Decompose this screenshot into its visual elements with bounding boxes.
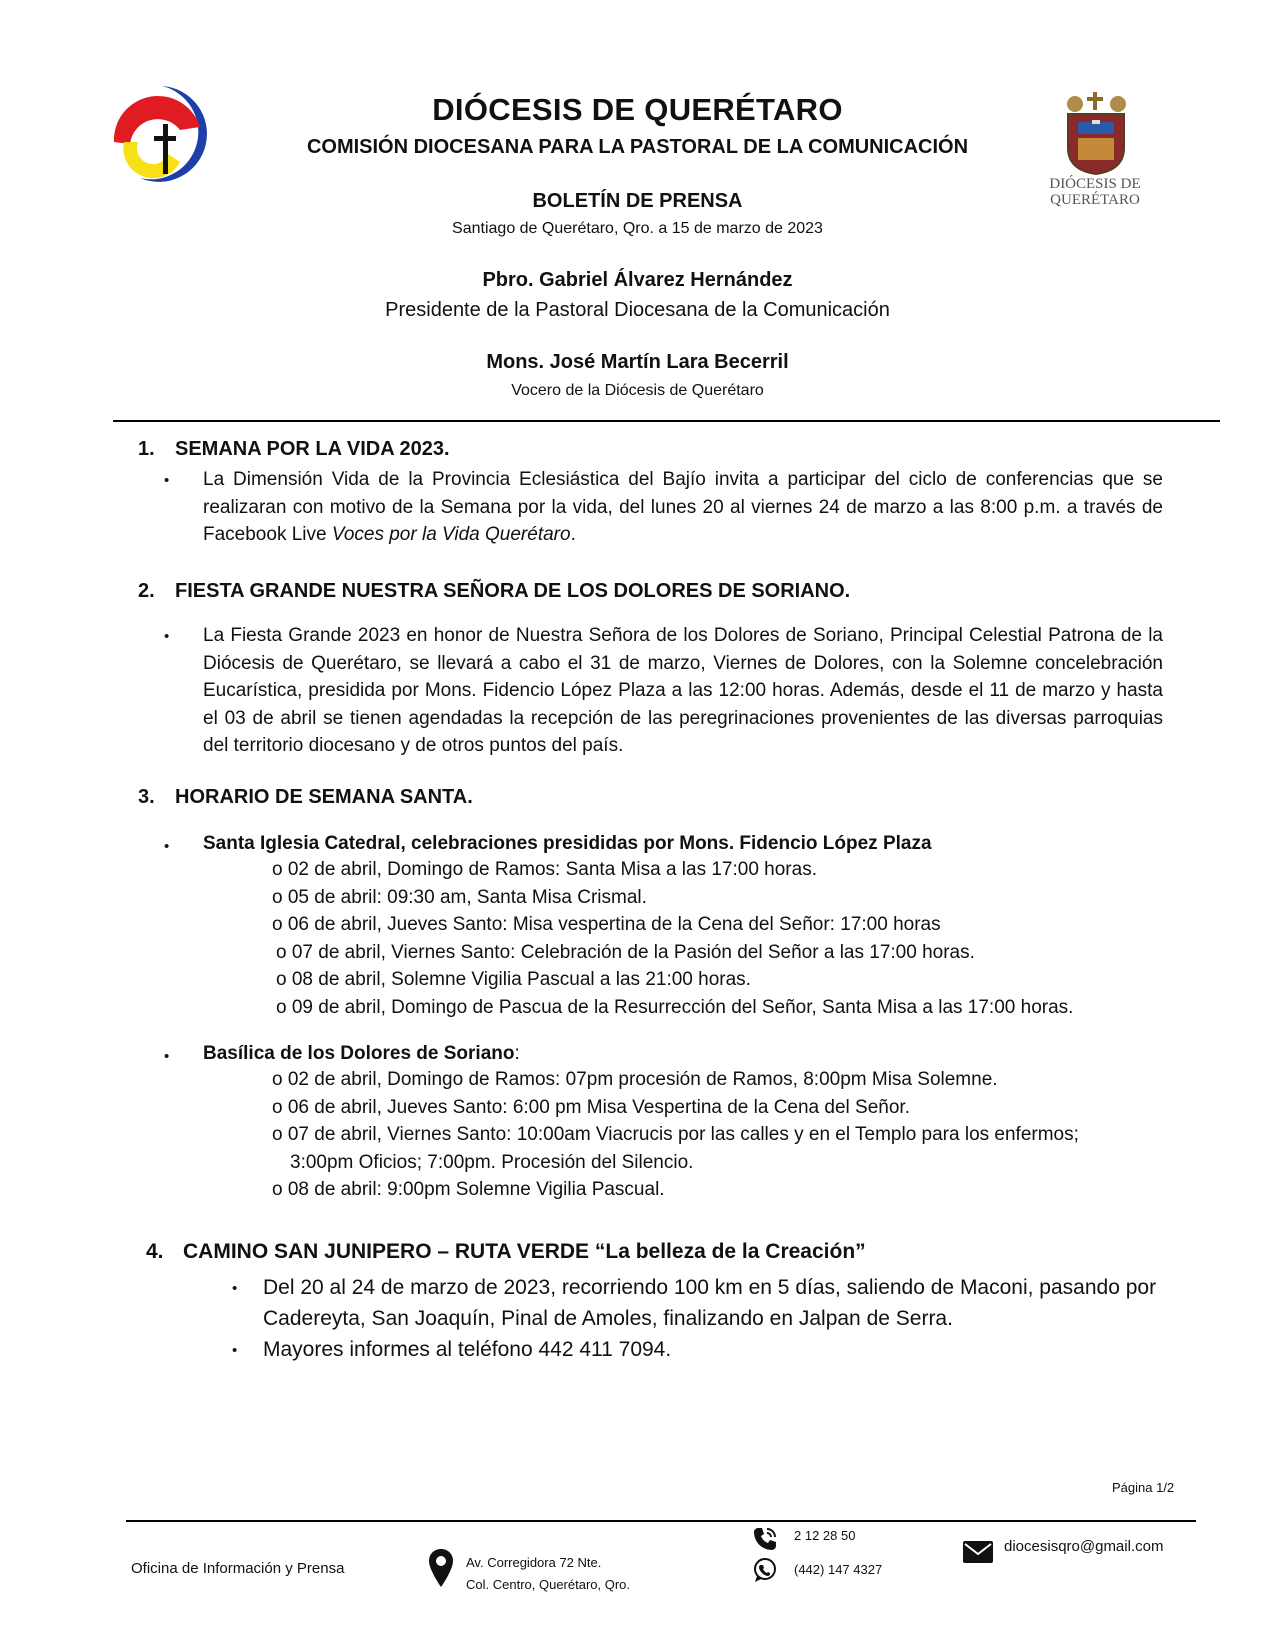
bulletin-date: Santiago de Querétaro, Qro. a 15 de marzo de 2023 — [452, 220, 823, 237]
section-1-text-italic: Voces por la Vida Querétaro — [331, 524, 571, 545]
bullet-icon: • — [232, 1280, 238, 1297]
section-3-title: HORARIO DE SEMANA SANTA. — [175, 786, 473, 808]
section-2-heading — [138, 580, 850, 603]
basilica-heading — [203, 1043, 520, 1065]
sub-bullet-icon: o — [272, 1179, 283, 1200]
sub-bullet-icon: o — [272, 1124, 283, 1145]
basilica-item: 02 de abril, Domingo de Ramos: 07pm procesión de Ramos, 8:00pm Misa Solemne. — [287, 1069, 998, 1090]
catedral-item: 02 de abril, Domingo de Ramos: Santa Misa a las 17:00 horas. — [287, 859, 817, 880]
section-1-text-end: . — [570, 524, 576, 545]
list-item — [272, 884, 1172, 912]
bullet-icon: • — [232, 1342, 238, 1359]
sub-bullet-icon: o — [272, 886, 283, 908]
section-2-title: FIESTA GRANDE NUESTRA SEÑORA DE LOS DOLORES DE SORIANO. — [175, 580, 851, 602]
address — [466, 1552, 630, 1596]
list-item — [272, 1176, 1172, 1204]
list-item — [272, 911, 1172, 939]
section-4-item: Del 20 al 24 de marzo de 2023, recorriendo 100 km en 5 días, saliendo de Maconi, pasando por Cadereyta, San Joaquín, Pinal de Amoles, finalizando en Jalpan de Serra. — [263, 1276, 1157, 1330]
mail-icon — [962, 1540, 994, 1564]
list-item — [272, 856, 1172, 884]
section-2-text: La Fiesta Grande 2023 en honor de Nuestra Señora de los Dolores de Soriano, Principal Celestial Patrona de la Diócesis de Querétaro, se llevará a cabo el 31 de marzo, Viernes de Dolores, con la Solemne concelebración Eucarística, presidida por Mons. Fidencio López Plaza a las 12:00 horas. Además, desde el 11 de marzo y hasta el 03 de abril se tienen agendadas la recepción de las peregrinaciones provenientes de las diversas parroquias del territorio diocesano y de otros puntos del país. — [203, 625, 1163, 756]
email-address: diocesisqro@gmail.com — [1004, 1538, 1164, 1555]
address-line-1: Av. Corregidora 72 Nte. — [466, 1555, 602, 1570]
phone-number-2: (442) 147 4327 — [794, 1562, 883, 1577]
person2-role: Vocero de la Diócesis de Querétaro — [511, 382, 764, 399]
section-1-text-main: La Dimensión Vida de la Provincia Eclesiástica del Bajío invita a participar del ciclo de conferencias que se realizaran con motivo de la Semana por la vida, del lunes 20 al viernes 24 de marzo a las 8:00 p.m. a través de Facebook Live — [203, 469, 1163, 545]
catedral-heading: Santa Iglesia Catedral, celebraciones presididas por Mons. Fidencio López Plaza — [203, 833, 932, 854]
catedral-item: 06 de abril, Jueves Santo: Misa vespertina de la Cena del Señor: 17:00 horas — [287, 914, 941, 935]
section-4-heading — [146, 1240, 866, 1264]
section-3-heading — [138, 786, 473, 809]
catedral-item: 07 de abril, Viernes Santo: Celebración de la Pasión del Señor a las 17:00 horas. — [291, 941, 975, 963]
sub-bullet-icon: o — [272, 859, 283, 880]
section-4-number: 4. — [146, 1240, 164, 1263]
section-1-number: 1. — [138, 438, 155, 460]
basilica-title: Basílica de los Dolores de Soriano — [203, 1043, 515, 1064]
catedral-item: 09 de abril, Domingo de Pascua de la Resurrección del Señor, Santa Misa a las 17:00 horas. — [291, 996, 1074, 1018]
person1-role: Presidente de la Pastoral Diocesana de la Comunicación — [385, 299, 890, 321]
person2-name: Mons. José Martín Lara Becerril — [486, 351, 789, 373]
whatsapp-icon — [752, 1557, 778, 1583]
phone-number-1: 2 12 28 50 — [794, 1528, 856, 1543]
footer-divider — [126, 1520, 1196, 1522]
list-item — [272, 1094, 1172, 1122]
sub-bullet-icon: o — [276, 996, 287, 1018]
sub-bullet-icon: o — [272, 1069, 283, 1090]
basilica-item: 08 de abril: 9:00pm Solemne Vigilia Pascual. — [287, 1179, 665, 1200]
list-item — [272, 1066, 1172, 1094]
seal-text-line2: QUERÉTARO — [1050, 192, 1140, 208]
bullet-icon: • — [164, 1048, 170, 1065]
diocese-seal-logo — [1040, 90, 1150, 215]
catedral-item: 05 de abril: 09:30 am, Santa Misa Crismal. — [287, 886, 647, 908]
section-1-text — [203, 466, 1163, 549]
list-item — [290, 1149, 1172, 1177]
section-2-number: 2. — [138, 580, 155, 602]
catedral-item: 08 de abril, Solemne Vigilia Pascual a las 21:00 horas. — [291, 969, 751, 990]
catedral-list — [272, 856, 1172, 1021]
basilica-colon: : — [514, 1043, 520, 1064]
bullet-icon: • — [164, 838, 170, 855]
page-number: Página 1/2 — [1112, 1480, 1175, 1495]
list-item — [276, 994, 1172, 1022]
section-4-title: CAMINO SAN JUNIPERO – RUTA VERDE “La belleza de la Creación” — [183, 1240, 866, 1263]
sub-bullet-icon: o — [276, 941, 287, 963]
section-1-title: SEMANA POR LA VIDA 2023. — [175, 438, 450, 460]
office-label: Oficina de Información y Prensa — [131, 1560, 345, 1577]
bullet-icon: • — [164, 628, 170, 645]
document-subtitle: COMISIÓN DIOCESANA PARA LA PASTORAL DE LA COMUNICACIÓN — [306, 136, 969, 158]
basilica-item: 06 de abril, Jueves Santo: 6:00 pm Misa Vespertina de la Cena del Señor. — [287, 1096, 910, 1118]
list-item — [272, 1121, 1172, 1149]
basilica-item: 3:00pm Oficios; 7:00pm. Procesión del Silencio. — [290, 1151, 694, 1173]
basilica-list — [272, 1066, 1172, 1204]
document-title: DIÓCESIS DE QUERÉTARO — [432, 92, 843, 127]
seal-text-line1: DIÓCESIS DE — [1049, 176, 1141, 192]
sub-bullet-icon: o — [272, 1096, 283, 1118]
section-4-item: Mayores informes al teléfono 442 411 7094. — [263, 1338, 672, 1361]
person1-name: Pbro. Gabriel Álvarez Hernández — [482, 269, 793, 291]
bullet-icon: • — [164, 472, 170, 489]
sub-bullet-icon: o — [272, 914, 283, 935]
section-3-number: 3. — [138, 786, 155, 808]
address-line-2: Col. Centro, Querétaro, Qro. — [466, 1577, 631, 1592]
bulletin-heading: BOLETÍN DE PRENSA — [532, 190, 743, 212]
list-item — [276, 939, 1172, 967]
sub-bullet-icon: o — [276, 969, 287, 990]
list-item — [276, 966, 1172, 994]
seal-shield-icon — [1040, 90, 1150, 175]
header-divider — [113, 420, 1220, 422]
location-pin-icon — [428, 1548, 454, 1588]
section-1-heading — [138, 438, 450, 461]
phone-icon — [752, 1526, 778, 1552]
basilica-item: 07 de abril, Viernes Santo: 10:00am Viacrucis por las calles y en el Templo para los enfermos; — [287, 1124, 1079, 1145]
